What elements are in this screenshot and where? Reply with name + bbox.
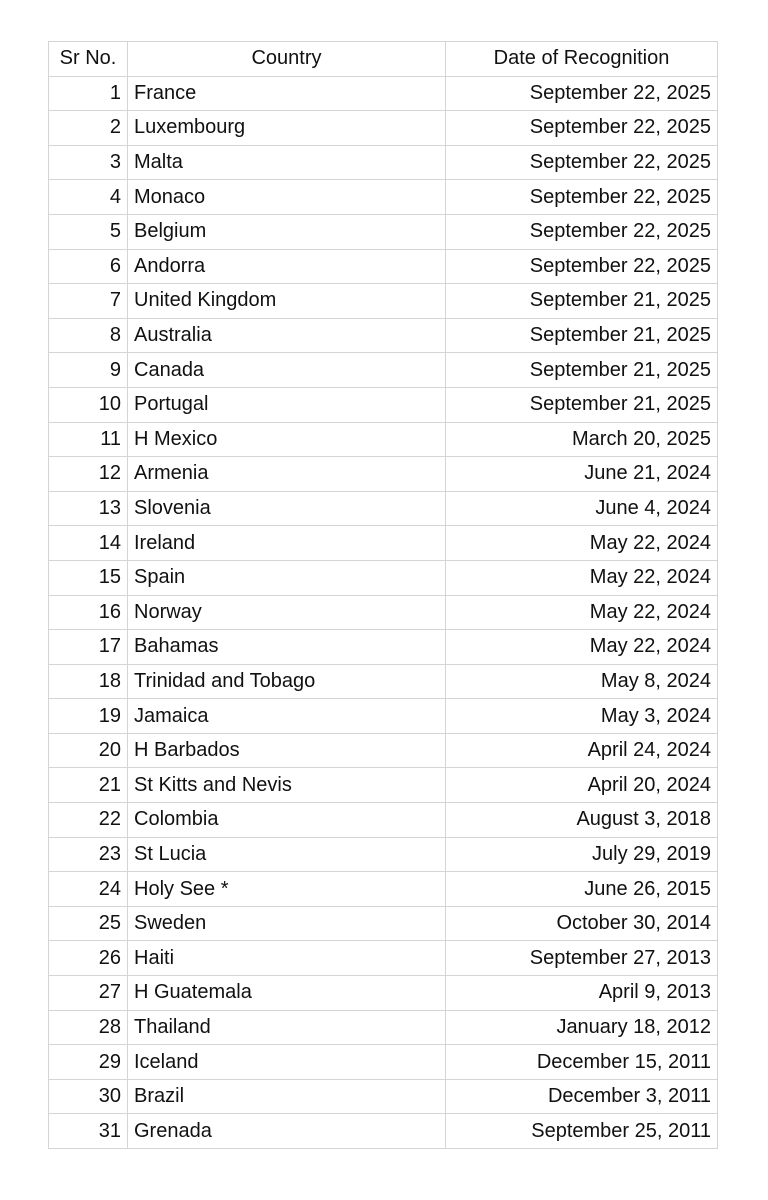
country-cell: Portugal [128,387,446,422]
sr-no-cell: 2 [49,111,128,146]
date-cell: May 22, 2024 [446,595,718,630]
sr-no-cell: 4 [49,180,128,215]
country-cell: Armenia [128,457,446,492]
sr-no-cell: 27 [49,976,128,1011]
sr-no-cell: 22 [49,803,128,838]
date-cell: September 25, 2011 [446,1114,718,1149]
table-row [49,906,718,941]
date-cell: December 3, 2011 [446,1079,718,1114]
date-cell: April 9, 2013 [446,976,718,1011]
recognition-table [48,41,718,1149]
date-cell: September 21, 2025 [446,284,718,319]
country-cell: Canada [128,353,446,388]
table-row [49,491,718,526]
country-cell: H Guatemala [128,976,446,1011]
country-cell: Luxembourg [128,111,446,146]
sr-no-cell: 9 [49,353,128,388]
date-cell: September 22, 2025 [446,76,718,111]
country-cell: H Mexico [128,422,446,457]
country-cell: Monaco [128,180,446,215]
date-cell: September 21, 2025 [446,318,718,353]
sr-no-cell: 1 [49,76,128,111]
country-cell: Malta [128,145,446,180]
sr-no-cell: 8 [49,318,128,353]
country-cell: Ireland [128,526,446,561]
date-cell: October 30, 2014 [446,906,718,941]
sr-no-cell: 5 [49,214,128,249]
country-cell: Australia [128,318,446,353]
date-cell: January 18, 2012 [446,1010,718,1045]
sr-no-cell: 23 [49,837,128,872]
date-cell: May 22, 2024 [446,630,718,665]
table-row [49,803,718,838]
header-row [49,42,718,77]
table-row [49,560,718,595]
sr-no-cell: 26 [49,941,128,976]
sr-no-cell: 30 [49,1079,128,1114]
sr-no-cell: 21 [49,768,128,803]
country-cell: Slovenia [128,491,446,526]
sr-no-cell: 14 [49,526,128,561]
date-cell: September 22, 2025 [446,111,718,146]
table-row [49,457,718,492]
date-cell: April 20, 2024 [446,768,718,803]
country-cell: United Kingdom [128,284,446,319]
table-row [49,1045,718,1080]
country-cell: Iceland [128,1045,446,1080]
date-cell: September 21, 2025 [446,387,718,422]
date-cell: April 24, 2024 [446,733,718,768]
country-cell: St Lucia [128,837,446,872]
country-cell: Bahamas [128,630,446,665]
date-cell: September 21, 2025 [446,353,718,388]
country-cell: Andorra [128,249,446,284]
table-row [49,526,718,561]
table-row [49,664,718,699]
header-country: Country [128,42,446,77]
date-cell: May 22, 2024 [446,560,718,595]
date-cell: September 22, 2025 [446,214,718,249]
table-row [49,145,718,180]
table-row [49,214,718,249]
country-cell: Sweden [128,906,446,941]
country-cell: Holy See * [128,872,446,907]
sr-no-cell: 10 [49,387,128,422]
country-cell: Norway [128,595,446,630]
table-row [49,630,718,665]
sr-no-cell: 20 [49,733,128,768]
table-row [49,111,718,146]
country-cell: Haiti [128,941,446,976]
sr-no-cell: 13 [49,491,128,526]
table-row [49,180,718,215]
table-row [49,422,718,457]
date-cell: June 21, 2024 [446,457,718,492]
table-row [49,1079,718,1114]
country-cell: Brazil [128,1079,446,1114]
table-row [49,249,718,284]
date-cell: August 3, 2018 [446,803,718,838]
sr-no-cell: 11 [49,422,128,457]
country-cell: Colombia [128,803,446,838]
table-row [49,976,718,1011]
sr-no-cell: 31 [49,1114,128,1149]
table-row [49,733,718,768]
country-cell: France [128,76,446,111]
sr-no-cell: 17 [49,630,128,665]
table-row [49,353,718,388]
date-cell: June 4, 2024 [446,491,718,526]
sr-no-cell: 18 [49,664,128,699]
country-cell: Belgium [128,214,446,249]
sr-no-cell: 24 [49,872,128,907]
country-cell: Trinidad and Tobago [128,664,446,699]
header-sr-no: Sr No. [49,42,128,77]
sr-no-cell: 6 [49,249,128,284]
date-cell: July 29, 2019 [446,837,718,872]
date-cell: September 22, 2025 [446,145,718,180]
date-cell: May 3, 2024 [446,699,718,734]
date-cell: September 22, 2025 [446,180,718,215]
date-cell: June 26, 2015 [446,872,718,907]
date-cell: March 20, 2025 [446,422,718,457]
table-row [49,872,718,907]
country-cell: Spain [128,560,446,595]
country-cell: Grenada [128,1114,446,1149]
sr-no-cell: 15 [49,560,128,595]
table-row [49,318,718,353]
country-cell: Thailand [128,1010,446,1045]
sr-no-cell: 19 [49,699,128,734]
date-cell: September 27, 2013 [446,941,718,976]
date-cell: September 22, 2025 [446,249,718,284]
country-cell: Jamaica [128,699,446,734]
table-row [49,1010,718,1045]
sr-no-cell: 28 [49,1010,128,1045]
sr-no-cell: 16 [49,595,128,630]
table-row [49,941,718,976]
table-row [49,76,718,111]
table-row [49,699,718,734]
table-row [49,387,718,422]
sr-no-cell: 29 [49,1045,128,1080]
table-row [49,1114,718,1149]
country-cell: H Barbados [128,733,446,768]
table-row [49,595,718,630]
table-row [49,768,718,803]
sr-no-cell: 7 [49,284,128,319]
date-cell: December 15, 2011 [446,1045,718,1080]
table-row [49,284,718,319]
sr-no-cell: 12 [49,457,128,492]
sr-no-cell: 3 [49,145,128,180]
country-cell: St Kitts and Nevis [128,768,446,803]
date-cell: May 22, 2024 [446,526,718,561]
table-row [49,837,718,872]
header-date: Date of Recognition [446,42,718,77]
sr-no-cell: 25 [49,906,128,941]
date-cell: May 8, 2024 [446,664,718,699]
